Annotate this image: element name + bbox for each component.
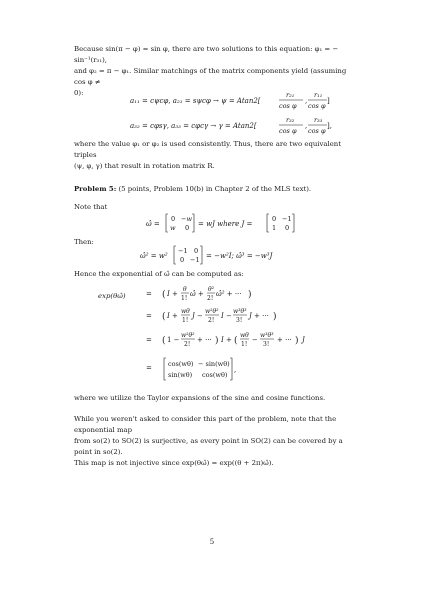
text-line: Because sin(π − φ) = sin φ, there are two solutions to this equation: φ₁ = − sin⁻¹(r₃₁), (74, 45, 339, 64)
svg-text:3!: 3! (236, 317, 243, 324)
svg-text:,: , (305, 97, 308, 105)
svg-text:w³θ³: w³θ³ (233, 308, 247, 315)
text-line: and φ₂ = π − φ₁. Similar matchings of the matrix components yield (assuming cos φ ≠ (74, 67, 347, 86)
svg-text:− sin(wθ): − sin(wθ) (198, 360, 230, 368)
svg-text:wθ: wθ (240, 332, 249, 339)
svg-text:I +: I + (167, 312, 178, 320)
svg-text:0: 0 (180, 256, 185, 264)
svg-text:1: 1 (272, 224, 277, 232)
svg-text:−: − (252, 336, 258, 344)
svg-text:1 −: 1 − (167, 336, 180, 344)
svg-text:2!: 2! (207, 295, 214, 302)
svg-text:−1: −1 (178, 247, 188, 255)
svg-text:J −: J − (192, 312, 203, 320)
page-number: 5 (209, 538, 215, 546)
hence-line: Hence the exponential of ω̂ can be computed as: (74, 270, 244, 278)
then-label: Then: (74, 238, 94, 246)
svg-text:=: = (146, 312, 152, 320)
svg-text:0: 0 (285, 224, 290, 232)
svg-text:],: ], (327, 122, 332, 130)
svg-text:sin(wθ): sin(wθ) (168, 371, 193, 379)
svg-text:I +: I + (221, 336, 232, 344)
svg-text:(: ( (162, 312, 166, 322)
equation-gamma (130, 113, 336, 137)
svg-text:w: w (170, 224, 176, 232)
svg-text:w²θ²: w²θ² (181, 332, 195, 339)
svg-text:2!: 2! (184, 341, 191, 348)
text-line: from so(2) to SO(2) is surjective, as every point in SO(2) can be covered by a point in so(2). (74, 437, 343, 456)
svg-text:): ) (273, 312, 277, 322)
text-line: 0): (74, 89, 84, 97)
problem-description: (5 points, Problem 10(b) in Chapter 2 of the MLS text). (116, 185, 312, 193)
svg-text:r₁₁: r₁₁ (314, 91, 323, 99)
svg-text:cos φ: cos φ (279, 127, 297, 135)
svg-text:−w: −w (181, 215, 193, 223)
equation-powers (140, 242, 300, 268)
svg-text:J + ···: J + ··· (249, 312, 269, 320)
svg-text:r₃₂: r₃₂ (286, 116, 295, 124)
svg-text:J: J (302, 336, 305, 344)
svg-text:1!: 1! (181, 295, 188, 302)
svg-text:=: = (146, 290, 152, 298)
svg-text:cos φ: cos φ (308, 102, 326, 110)
svg-text:=: = (146, 364, 152, 372)
svg-text:cos(wθ): cos(wθ) (168, 360, 194, 368)
svg-text:wθ: wθ (181, 308, 190, 315)
svg-text:−1: −1 (282, 215, 292, 223)
svg-text:w³θ³: w³θ³ (260, 332, 274, 339)
svg-text:,: , (305, 122, 308, 130)
svg-text:ω̂² + ···: ω̂² + ··· (216, 290, 242, 298)
svg-text:ω̂² = w²: ω̂² = w² (140, 252, 168, 260)
svg-text:): ) (215, 336, 219, 346)
svg-text:cos φ: cos φ (308, 127, 326, 135)
svg-text:θ: θ (183, 286, 187, 293)
svg-text:r₂₁: r₂₁ (286, 91, 295, 99)
paragraph-while (74, 414, 356, 469)
svg-text:θ²: θ² (208, 286, 215, 293)
svg-text:2!: 2! (208, 317, 215, 324)
svg-text:(: ( (162, 290, 166, 300)
paragraph-taylor: where we utilize the Taylor expansions of the sine and cosine functions. (74, 394, 326, 402)
paragraph-where (74, 139, 356, 172)
svg-text:0: 0 (194, 247, 199, 255)
note-that: Note that (74, 203, 108, 211)
problem-label: Problem 5: (74, 185, 117, 193)
exp-lhs: exp(θω̂) (98, 292, 126, 300)
svg-text:0: 0 (171, 215, 176, 223)
text-line: where the value φ₁ or φ₂ is used consistently. Thus, there are two equivalent triples (74, 140, 342, 159)
svg-text:ω̂ +: ω̂ + (190, 290, 204, 298)
svg-text:r₃₃: r₃₃ (314, 116, 323, 124)
svg-text:0: 0 (185, 224, 190, 232)
text-line: This map is not injective since exp(θω̂) = exp((θ + 2π)ω̂). (74, 459, 274, 467)
svg-text:I −: I − (221, 312, 232, 320)
svg-text:ω̂ =: ω̂ = (146, 220, 160, 228)
svg-text:): ) (248, 290, 252, 300)
svg-text:cos(wθ): cos(wθ) (202, 371, 228, 379)
svg-text:1!: 1! (241, 341, 248, 348)
equation-omega-hat (146, 210, 306, 236)
equation-psi (130, 88, 330, 112)
svg-text:=: = (146, 336, 152, 344)
text-line: While you weren't asked to consider this part of the problem, note that the exponential map (74, 415, 337, 434)
svg-text:w²θ²: w²θ² (205, 308, 219, 315)
svg-text:cos φ: cos φ (279, 102, 297, 110)
svg-text:]: ] (327, 97, 330, 105)
svg-text:= −w²I; ω̂³ = −w³J: = −w²I; ω̂³ = −w³J (206, 252, 273, 260)
svg-text:): ) (295, 336, 299, 346)
svg-text:,: , (234, 366, 237, 374)
svg-text:−1: −1 (190, 256, 200, 264)
svg-text:+ ···: + ··· (277, 336, 292, 344)
svg-text:+ ···: + ··· (197, 336, 212, 344)
problem-heading (74, 184, 356, 195)
svg-text:I +: I + (167, 290, 178, 298)
exp-derivation (146, 284, 356, 384)
svg-text:3!: 3! (263, 341, 270, 348)
svg-text:a₃₂ = cφsγ, a₃₃ = cφcγ → γ = A: a₃₂ = cφsγ, a₃₃ = cφcγ → γ = Atan2[ (130, 122, 257, 130)
svg-text:a₁₁ = cψcφ, a₂₁ = sψcφ → ψ = A: a₁₁ = cψcφ, a₂₁ = sψcφ → ψ = Atan2[ (130, 97, 261, 105)
svg-text:(: ( (234, 336, 238, 346)
svg-text:= wJ where J =: = wJ where J = (198, 220, 253, 228)
svg-text:(: ( (162, 336, 166, 346)
svg-text:0: 0 (272, 215, 277, 223)
svg-text:1!: 1! (182, 317, 189, 324)
text-line: (ψ, φ, γ) that result in rotation matrix R. (74, 162, 215, 170)
